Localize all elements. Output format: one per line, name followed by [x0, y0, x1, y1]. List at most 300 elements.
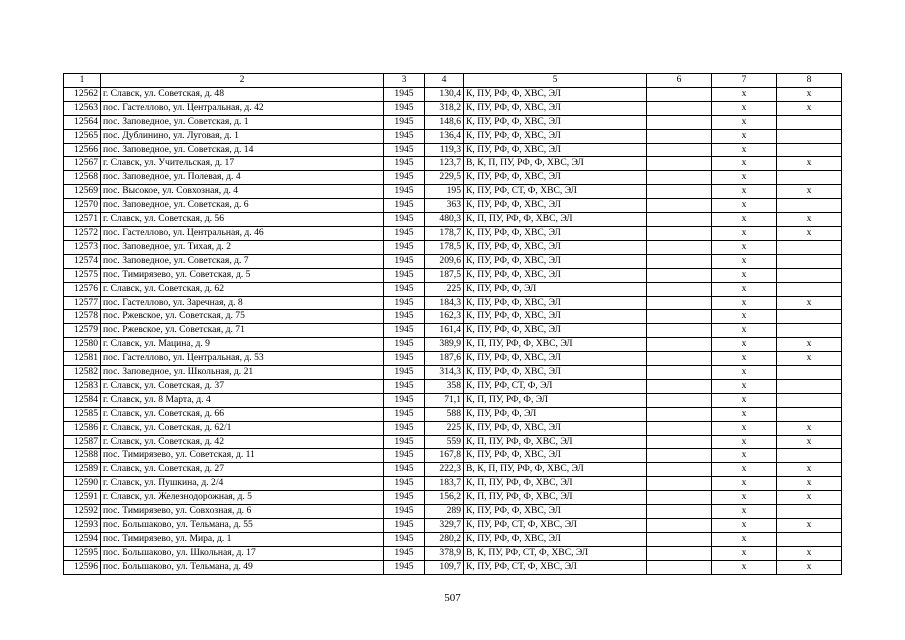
address-cell: г. Славск, ул. Учительская, д. 17 [101, 157, 384, 171]
address-cell: пос. Заповедное, ул. Советская, д. 14 [101, 143, 384, 157]
column-8-cell [777, 449, 842, 463]
area-cell: 148,6 [425, 115, 464, 129]
utilities-cell: К, П, ПУ, РФ, Ф, ХВС, ЭЛ [464, 338, 647, 352]
column-7-cell: х [712, 171, 777, 185]
utilities-cell: К, ПУ, РФ, СТ, Ф, ЭЛ [464, 379, 647, 393]
year-cell: 1945 [384, 519, 425, 533]
record-number-cell: 12568 [64, 171, 101, 185]
utilities-cell: К, ПУ, РФ, Ф, ХВС, ЭЛ [464, 296, 647, 310]
area-cell: 358 [425, 379, 464, 393]
address-cell: г. Славск, ул. Советская, д. 62 [101, 282, 384, 296]
address-cell: пос. Заповедное, ул. Советская, д. 1 [101, 115, 384, 129]
record-number-cell: 12589 [64, 463, 101, 477]
header-cell-4: 4 [425, 74, 464, 88]
column-8-cell: х [777, 87, 842, 101]
table-row [64, 199, 842, 213]
column-6-cell [647, 352, 712, 366]
utilities-cell: К, ПУ, РФ, Ф, ХВС, ЭЛ [464, 199, 647, 213]
column-6-cell [647, 143, 712, 157]
column-7-cell: х [712, 435, 777, 449]
header-cell-6: 6 [647, 74, 712, 88]
column-6-cell [647, 129, 712, 143]
table-row [64, 213, 842, 227]
year-cell: 1945 [384, 407, 425, 421]
table-row [64, 379, 842, 393]
area-cell: 389,9 [425, 338, 464, 352]
table-row [64, 519, 842, 533]
area-cell: 229,5 [425, 171, 464, 185]
column-6-cell [647, 532, 712, 546]
table-row [64, 546, 842, 560]
utilities-cell: К, ПУ, РФ, Ф, ЭЛ [464, 282, 647, 296]
header-cell-1: 1 [64, 74, 101, 88]
column-8-cell: х [777, 338, 842, 352]
address-cell: г. Славск, ул. Мацина, д. 9 [101, 338, 384, 352]
utilities-cell: К, ПУ, РФ, СТ, Ф, ХВС, ЭЛ [464, 185, 647, 199]
record-number-cell: 12576 [64, 282, 101, 296]
year-cell: 1945 [384, 87, 425, 101]
utilities-cell: К, П, ПУ, РФ, Ф, ХВС, ЭЛ [464, 213, 647, 227]
address-cell: г. Славск, ул. Советская, д. 62/1 [101, 421, 384, 435]
table-row [64, 407, 842, 421]
column-6-cell [647, 171, 712, 185]
year-cell: 1945 [384, 463, 425, 477]
header-row [64, 74, 842, 88]
column-7-cell: х [712, 268, 777, 282]
year-cell: 1945 [384, 491, 425, 505]
column-7-cell: х [712, 352, 777, 366]
utilities-cell: К, ПУ, РФ, Ф, ХВС, ЭЛ [464, 310, 647, 324]
column-7-cell: х [712, 240, 777, 254]
column-8-cell: х [777, 491, 842, 505]
column-8-cell [777, 532, 842, 546]
record-number-cell: 12566 [64, 143, 101, 157]
area-cell: 378,9 [425, 546, 464, 560]
record-number-cell: 12579 [64, 324, 101, 338]
column-7-cell: х [712, 421, 777, 435]
address-cell: пос. Большаково, ул. Тельмана, д. 55 [101, 519, 384, 533]
area-cell: 222,3 [425, 463, 464, 477]
column-7-cell: х [712, 449, 777, 463]
area-cell: 156,2 [425, 491, 464, 505]
record-number-cell: 12585 [64, 407, 101, 421]
year-cell: 1945 [384, 421, 425, 435]
address-cell: пос. Высокое, ул. Совхозная, д. 4 [101, 185, 384, 199]
year-cell: 1945 [384, 268, 425, 282]
address-cell: пос. Гастеллово, ул. Центральная, д. 53 [101, 352, 384, 366]
record-number-cell: 12594 [64, 532, 101, 546]
utilities-cell: К, ПУ, РФ, Ф, ХВС, ЭЛ [464, 226, 647, 240]
year-cell: 1945 [384, 199, 425, 213]
record-number-cell: 12583 [64, 379, 101, 393]
column-8-cell [777, 407, 842, 421]
column-7-cell: х [712, 366, 777, 380]
address-cell: пос. Заповедное, ул. Советская, д. 6 [101, 199, 384, 213]
column-8-cell [777, 505, 842, 519]
utilities-cell: К, П, ПУ, РФ, Ф, ХВС, ЭЛ [464, 435, 647, 449]
column-8-cell [777, 240, 842, 254]
year-cell: 1945 [384, 296, 425, 310]
header-cell-2: 2 [101, 74, 384, 88]
address-cell: пос. Заповедное, ул. Тихая, д. 2 [101, 240, 384, 254]
address-cell: пос. Тимирязево, ул. Советская, д. 5 [101, 268, 384, 282]
table-row [64, 268, 842, 282]
utilities-cell: К, П, ПУ, РФ, Ф, ЭЛ [464, 393, 647, 407]
column-8-cell: х [777, 421, 842, 435]
column-7-cell: х [712, 115, 777, 129]
record-number-cell: 12591 [64, 491, 101, 505]
column-7-cell: х [712, 199, 777, 213]
utilities-cell: К, ПУ, РФ, Ф, ХВС, ЭЛ [464, 171, 647, 185]
area-cell: 225 [425, 282, 464, 296]
area-cell: 167,8 [425, 449, 464, 463]
address-cell: пос. Тимирязево, ул. Мира, д. 1 [101, 532, 384, 546]
year-cell: 1945 [384, 213, 425, 227]
table-row [64, 282, 842, 296]
column-6-cell [647, 199, 712, 213]
page-number: 507 [444, 592, 461, 604]
area-cell: 187,6 [425, 352, 464, 366]
area-cell: 161,4 [425, 324, 464, 338]
header-cell-5: 5 [464, 74, 647, 88]
year-cell: 1945 [384, 143, 425, 157]
column-8-cell [777, 393, 842, 407]
utilities-cell: К, ПУ, РФ, Ф, ХВС, ЭЛ [464, 505, 647, 519]
utilities-cell: К, ПУ, РФ, Ф, ЭЛ [464, 407, 647, 421]
table-row [64, 254, 842, 268]
year-cell: 1945 [384, 449, 425, 463]
address-cell: пос. Ржевское, ул. Советская, д. 75 [101, 310, 384, 324]
year-cell: 1945 [384, 393, 425, 407]
column-8-cell [777, 310, 842, 324]
utilities-cell: К, П, ПУ, РФ, Ф, ХВС, ЭЛ [464, 491, 647, 505]
address-cell: пос. Гастеллово, ул. Центральная, д. 46 [101, 226, 384, 240]
record-number-cell: 12595 [64, 546, 101, 560]
year-cell: 1945 [384, 226, 425, 240]
column-8-cell: х [777, 560, 842, 574]
column-7-cell: х [712, 379, 777, 393]
column-6-cell [647, 157, 712, 171]
year-cell: 1945 [384, 546, 425, 560]
column-6-cell [647, 338, 712, 352]
column-6-cell [647, 449, 712, 463]
column-8-cell [777, 282, 842, 296]
column-8-cell [777, 379, 842, 393]
utilities-cell: К, ПУ, РФ, Ф, ХВС, ЭЛ [464, 421, 647, 435]
year-cell: 1945 [384, 115, 425, 129]
utilities-cell: К, ПУ, РФ, Ф, ХВС, ЭЛ [464, 268, 647, 282]
column-8-cell: х [777, 213, 842, 227]
column-7-cell: х [712, 463, 777, 477]
column-6-cell [647, 435, 712, 449]
utilities-cell: К, ПУ, РФ, Ф, ХВС, ЭЛ [464, 352, 647, 366]
area-cell: 130,4 [425, 87, 464, 101]
column-6-cell [647, 519, 712, 533]
utilities-cell: К, ПУ, РФ, Ф, ХВС, ЭЛ [464, 324, 647, 338]
area-cell: 195 [425, 185, 464, 199]
column-7-cell: х [712, 324, 777, 338]
area-cell: 314,3 [425, 366, 464, 380]
utilities-cell: В, К, П, ПУ, РФ, Ф, ХВС, ЭЛ [464, 463, 647, 477]
address-cell: г. Славск, ул. Советская, д. 56 [101, 213, 384, 227]
column-6-cell [647, 240, 712, 254]
address-cell: пос. Гастеллово, ул. Центральная, д. 42 [101, 101, 384, 115]
record-number-cell: 12575 [64, 268, 101, 282]
address-cell: г. Славск, ул. Советская, д. 66 [101, 407, 384, 421]
area-cell: 559 [425, 435, 464, 449]
year-cell: 1945 [384, 324, 425, 338]
column-8-cell: х [777, 185, 842, 199]
column-8-cell [777, 115, 842, 129]
year-cell: 1945 [384, 171, 425, 185]
address-cell: пос. Заповедное, ул. Школьная, д. 21 [101, 366, 384, 380]
column-6-cell [647, 87, 712, 101]
record-number-cell: 12562 [64, 87, 101, 101]
column-6-cell [647, 477, 712, 491]
table-row [64, 157, 842, 171]
record-number-cell: 12578 [64, 310, 101, 324]
column-8-cell: х [777, 296, 842, 310]
record-number-cell: 12569 [64, 185, 101, 199]
address-cell: пос. Тимирязево, ул. Совхозная, д. 6 [101, 505, 384, 519]
utilities-cell: К, ПУ, РФ, Ф, ХВС, ЭЛ [464, 87, 647, 101]
area-cell: 209,6 [425, 254, 464, 268]
area-cell: 184,3 [425, 296, 464, 310]
column-8-cell: х [777, 546, 842, 560]
utilities-cell: К, ПУ, РФ, Ф, ХВС, ЭЛ [464, 101, 647, 115]
record-number-cell: 12587 [64, 435, 101, 449]
table-row [64, 129, 842, 143]
area-cell: 178,5 [425, 240, 464, 254]
area-cell: 71,1 [425, 393, 464, 407]
year-cell: 1945 [384, 254, 425, 268]
column-6-cell [647, 268, 712, 282]
column-6-cell [647, 463, 712, 477]
column-6-cell [647, 310, 712, 324]
table-row [64, 240, 842, 254]
utilities-cell: К, ПУ, РФ, Ф, ХВС, ЭЛ [464, 532, 647, 546]
column-7-cell: х [712, 338, 777, 352]
year-cell: 1945 [384, 240, 425, 254]
record-number-cell: 12570 [64, 199, 101, 213]
column-6-cell [647, 185, 712, 199]
column-8-cell: х [777, 477, 842, 491]
column-6-cell [647, 101, 712, 115]
column-8-cell: х [777, 463, 842, 477]
column-8-cell [777, 268, 842, 282]
year-cell: 1945 [384, 310, 425, 324]
column-8-cell [777, 254, 842, 268]
record-number-cell: 12582 [64, 366, 101, 380]
table-row [64, 310, 842, 324]
header-cell-8: 8 [777, 74, 842, 88]
column-7-cell: х [712, 519, 777, 533]
year-cell: 1945 [384, 366, 425, 380]
column-8-cell: х [777, 519, 842, 533]
column-7-cell: х [712, 546, 777, 560]
year-cell: 1945 [384, 560, 425, 574]
table-row [64, 87, 842, 101]
column-7-cell: х [712, 213, 777, 227]
area-cell: 329,7 [425, 519, 464, 533]
table-row [64, 226, 842, 240]
column-7-cell: х [712, 185, 777, 199]
record-number-cell: 12567 [64, 157, 101, 171]
column-8-cell [777, 366, 842, 380]
column-7-cell: х [712, 532, 777, 546]
table-row [64, 296, 842, 310]
column-7-cell: х [712, 157, 777, 171]
record-number-cell: 12586 [64, 421, 101, 435]
record-number-cell: 12581 [64, 352, 101, 366]
table-row [64, 115, 842, 129]
table-row [64, 171, 842, 185]
area-cell: 136,4 [425, 129, 464, 143]
column-6-cell [647, 379, 712, 393]
column-6-cell [647, 296, 712, 310]
column-8-cell: х [777, 157, 842, 171]
header-cell-7: 7 [712, 74, 777, 88]
year-cell: 1945 [384, 505, 425, 519]
record-number-cell: 12573 [64, 240, 101, 254]
column-6-cell [647, 254, 712, 268]
column-7-cell: х [712, 491, 777, 505]
year-cell: 1945 [384, 532, 425, 546]
column-7-cell: х [712, 254, 777, 268]
area-cell: 480,3 [425, 213, 464, 227]
area-cell: 178,7 [425, 226, 464, 240]
address-cell: пос. Гастеллово, ул. Заречная, д. 8 [101, 296, 384, 310]
record-number-cell: 12590 [64, 477, 101, 491]
record-number-cell: 12571 [64, 213, 101, 227]
column-6-cell [647, 324, 712, 338]
registry-table [63, 73, 842, 575]
utilities-cell: К, ПУ, РФ, Ф, ХВС, ЭЛ [464, 254, 647, 268]
utilities-cell: К, ПУ, РФ, Ф, ХВС, ЭЛ [464, 129, 647, 143]
address-cell: пос. Заповедное, ул. Полевая, д. 4 [101, 171, 384, 185]
area-cell: 109,7 [425, 560, 464, 574]
column-6-cell [647, 393, 712, 407]
area-cell: 162,3 [425, 310, 464, 324]
table-row [64, 505, 842, 519]
year-cell: 1945 [384, 282, 425, 296]
record-number-cell: 12563 [64, 101, 101, 115]
utilities-cell: К, П, ПУ, РФ, Ф, ХВС, ЭЛ [464, 477, 647, 491]
area-cell: 363 [425, 199, 464, 213]
table-row [64, 101, 842, 115]
record-number-cell: 12564 [64, 115, 101, 129]
utilities-cell: В, К, ПУ, РФ, СТ, Ф, ХВС, ЭЛ [464, 546, 647, 560]
utilities-cell: К, ПУ, РФ, Ф, ХВС, ЭЛ [464, 366, 647, 380]
utilities-cell: К, ПУ, РФ, Ф, ХВС, ЭЛ [464, 143, 647, 157]
area-cell: 225 [425, 421, 464, 435]
column-8-cell [777, 199, 842, 213]
utilities-cell: К, ПУ, РФ, Ф, ХВС, ЭЛ [464, 449, 647, 463]
record-number-cell: 12572 [64, 226, 101, 240]
utilities-cell: К, ПУ, РФ, Ф, ХВС, ЭЛ [464, 240, 647, 254]
column-6-cell [647, 560, 712, 574]
utilities-cell: К, ПУ, РФ, Ф, ХВС, ЭЛ [464, 115, 647, 129]
column-6-cell [647, 226, 712, 240]
table-row [64, 324, 842, 338]
area-cell: 588 [425, 407, 464, 421]
column-8-cell [777, 324, 842, 338]
table-row [64, 532, 842, 546]
year-cell: 1945 [384, 157, 425, 171]
table-row [64, 421, 842, 435]
column-7-cell: х [712, 393, 777, 407]
record-number-cell: 12584 [64, 393, 101, 407]
record-number-cell: 12565 [64, 129, 101, 143]
year-cell: 1945 [384, 352, 425, 366]
address-cell: г. Славск, ул. 8 Марта, д. 4 [101, 393, 384, 407]
column-7-cell: х [712, 101, 777, 115]
area-cell: 123,7 [425, 157, 464, 171]
address-cell: г. Славск, ул. Пушкина, д. 2/4 [101, 477, 384, 491]
column-7-cell: х [712, 560, 777, 574]
column-7-cell: х [712, 143, 777, 157]
area-cell: 289 [425, 505, 464, 519]
column-6-cell [647, 282, 712, 296]
table-row [64, 352, 842, 366]
registry-table-body [64, 74, 842, 575]
record-number-cell: 12574 [64, 254, 101, 268]
address-cell: г. Славск, ул. Железнодорожная, д. 5 [101, 491, 384, 505]
column-7-cell: х [712, 505, 777, 519]
address-cell: пос. Ржевское, ул. Советская, д. 71 [101, 324, 384, 338]
record-number-cell: 12588 [64, 449, 101, 463]
column-7-cell: х [712, 477, 777, 491]
address-cell: г. Славск, ул. Советская, д. 37 [101, 379, 384, 393]
utilities-cell: В, К, П, ПУ, РФ, Ф, ХВС, ЭЛ [464, 157, 647, 171]
year-cell: 1945 [384, 338, 425, 352]
record-number-cell: 12596 [64, 560, 101, 574]
column-8-cell: х [777, 352, 842, 366]
table-row [64, 463, 842, 477]
column-8-cell [777, 143, 842, 157]
year-cell: 1945 [384, 379, 425, 393]
table-row [64, 560, 842, 574]
area-cell: 183,7 [425, 477, 464, 491]
column-6-cell [647, 213, 712, 227]
address-cell: г. Славск, ул. Советская, д. 42 [101, 435, 384, 449]
column-6-cell [647, 491, 712, 505]
column-8-cell: х [777, 101, 842, 115]
address-cell: пос. Дублинино, ул. Луговая, д. 1 [101, 129, 384, 143]
table-row [64, 393, 842, 407]
table-row [64, 435, 842, 449]
table-row [64, 491, 842, 505]
table-row [64, 449, 842, 463]
column-7-cell: х [712, 310, 777, 324]
record-number-cell: 12580 [64, 338, 101, 352]
table-row [64, 338, 842, 352]
column-8-cell [777, 129, 842, 143]
address-cell: г. Славск, ул. Советская, д. 27 [101, 463, 384, 477]
table-row [64, 143, 842, 157]
address-cell: пос. Большаково, ул. Тельмана, д. 49 [101, 560, 384, 574]
column-6-cell [647, 366, 712, 380]
column-6-cell [647, 546, 712, 560]
column-6-cell [647, 407, 712, 421]
utilities-cell: К, ПУ, РФ, СТ, Ф, ХВС, ЭЛ [464, 519, 647, 533]
column-6-cell [647, 505, 712, 519]
column-6-cell [647, 115, 712, 129]
table-row [64, 185, 842, 199]
area-cell: 187,5 [425, 268, 464, 282]
area-cell: 318,2 [425, 101, 464, 115]
year-cell: 1945 [384, 477, 425, 491]
